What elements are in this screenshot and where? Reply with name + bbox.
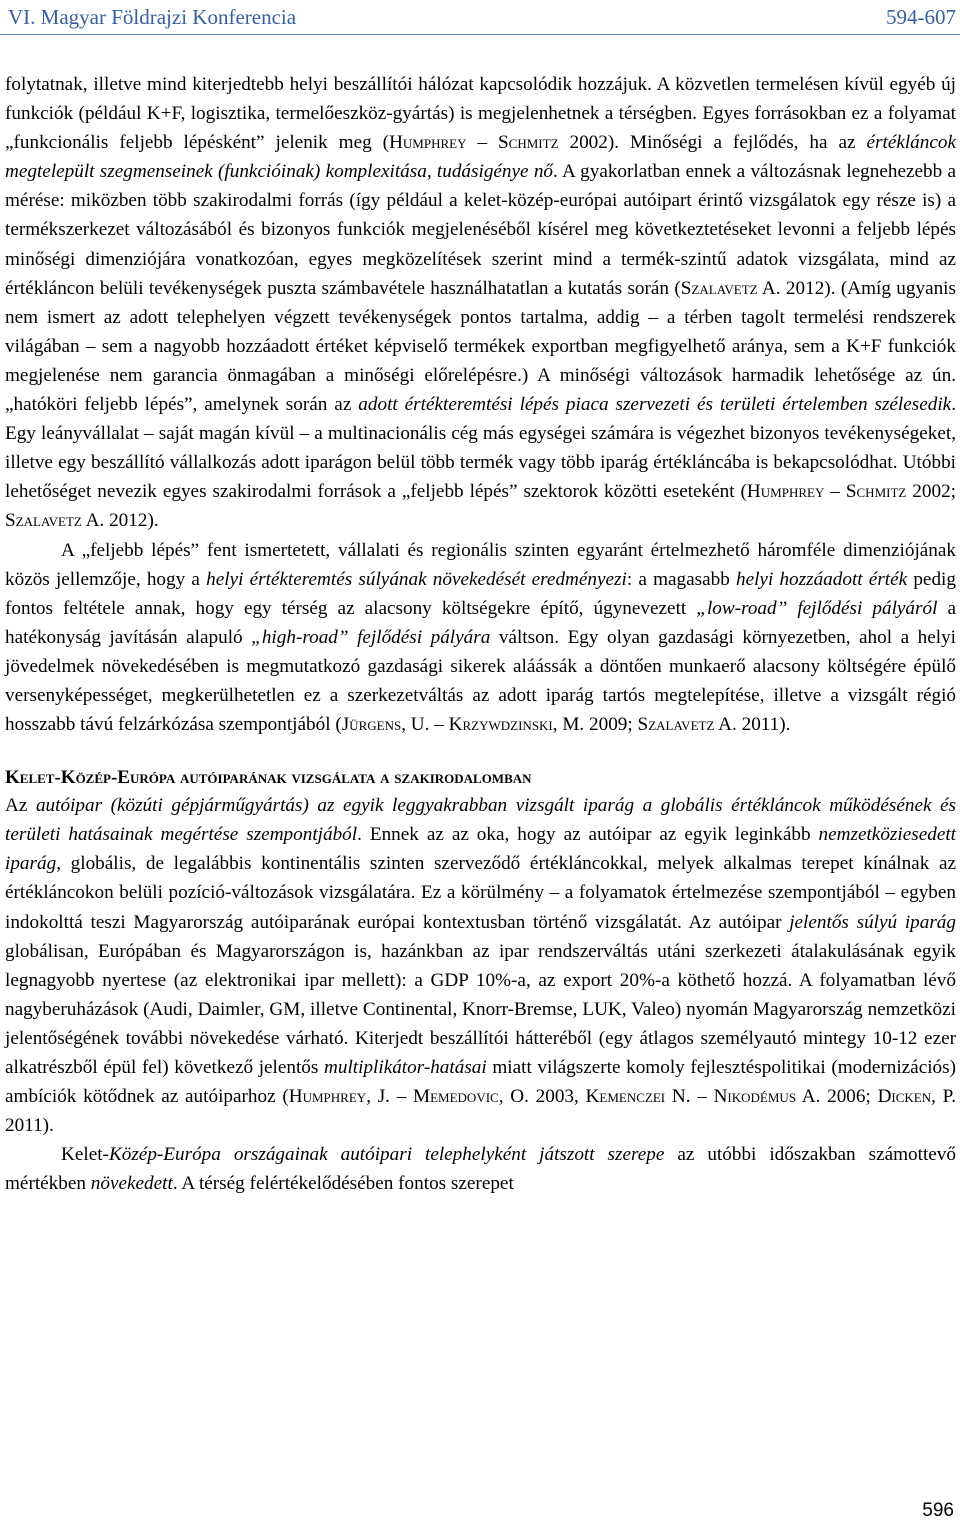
paragraph-2 [5,536,956,740]
author-name: Szalavetz [637,714,715,736]
emphasis: adott értékteremtési lépés piaca szervezeti és területi értelemben szélesedik [358,394,952,416]
section-heading: Kelet-Közép-Európa autóiparának vizsgálata a szakirodalomban [5,767,532,789]
text: N. – [665,1086,714,1108]
text: az utóbbi időszakban számottevő mértékben [5,1144,956,1195]
text: , globális, de legalábbis kontinentális szinten szerveződő értékláncokkal, melyek alkalmas terepet kínálnak az értékláncokon belüli pozíció-változások vizsgálatára. Ez a körülmény – a folyamatok értelmezése szempontjából – egyben indokolttá teszi Magyarország autóiparának európai kontextusban történő vizsgálatát. Az autóipar [5,853,956,933]
text: , O. 2003, [498,1086,586,1108]
author-name: Krzywdzinski [448,714,553,736]
conference-title: VI. Magyar Földrajzi Konferencia [8,5,297,29]
text: miatt világszerte komoly fejlesztéspolitikai (modernizációs) ambíciók kötődnek az autóiparhoz ( [5,1057,956,1108]
author-name: Szalavetz [5,510,82,532]
text: A. 2012). [81,510,159,532]
text: A. 2006; [796,1086,878,1108]
emphasis: helyi hozzáadott érték [735,568,908,590]
text: . Egy leányvállalat – saját magán kívül – a multinacionális cég más egységei számára is végezhet bizonyos tevékenységeket, illetve egy beszállító vállalkozás adott iparágon belül több termék vagy több iparág értékláncába is bekapcsolódhat. Utóbbi lehetőséget nevezik egyes szakirodalmi források a „feljebb lépés” szektorok közötti eseteként ( [5,394,956,503]
emphasis: autóipar (közúti gépjárműgyártás) az egyik leggyakrabban vizsgált iparág a globális értékláncok működésének és területi hatásainak megértése szempontjából [5,795,957,846]
author-name: Schmitz [498,132,559,154]
author-name: Schmitz [845,481,907,503]
emphasis: „low-road” fejlődési pályáról [696,597,938,619]
author-name: Humphrey [746,481,825,503]
emphasis: Közép-Európa országainak autóipari telephelyként játszott szerepe [108,1144,665,1166]
emphasis: növekedett [90,1173,173,1195]
text: 2002; [906,481,957,503]
emphasis: „high-road” fejlődési pályára [251,626,491,648]
author-name: Kemenczei [585,1086,666,1108]
text: globálisan, Európában és Magyarországon is, hazánkban az ipar rendszerváltás utáni szerkezeti átalakulásának egyik legnagyobb nyertese (az elektronikai ipar mellett): a GDP 10%-a, az export 20%-a köthető hozzá. A folyamatban lévő nagyberuházások (Audi, Daimler, GM, illetve Continental, Knorr-Bremse, LUK, Valeo) nyomán Magyarország nemzetközi jelentőségének további növekedése várható. Kiterjedt beszállítói hátteréből (egy átlagos személyautó mintegy 10-12 ezer alkatrészből épül fel) következő jelentős [5,940,956,1078]
emphasis: helyi értékteremtés súlyának növekedését eredményezi [206,568,627,590]
paragraph-4 [5,1140,956,1198]
text: – [824,481,846,503]
text: folytatnak, illetve mind kiterjedtebb helyi beszállítói hálózat kapcsolódik hozzájuk. A közvetlen termelésen kívül egyéb új funkciók (például K+F, logisztika, termelőeszköz-gyártás) is megjelenhetnek a térségben. Egyes forrásokban ez a folyamat „funkcionális feljebb lépésként” jelenik meg ( [5,74,956,154]
emphasis: értékláncok megtelepült szegmenseinek (funkcióinak) komplexitása, tudásigénye nő [5,132,956,183]
text: , U. – [401,714,449,736]
text: a hatékonyság javításán alapuló [5,597,956,648]
text: Az [5,795,36,817]
author-name: Nikodémus [713,1086,797,1108]
text: . Ennek az az oka, hogy az autóipar az egyik leginkább [357,824,819,846]
author-name: Szalavetz [680,277,758,299]
text: 2002). Minőségi a fejlődés, ha az [558,132,867,154]
paragraph-3 [5,791,956,1140]
text: Kelet- [61,1144,109,1166]
paragraph-1 [5,70,956,536]
text: A. 2012). (Amíg ugyanis nem ismert az adott telephelyen végzett tevékenységek pontos tartalma, addig – a térben tagolt termelési rendszerek világában – sem a nagyobb hozzáadott értéket képviselő termékek exportban megfigyelhető aránya, sem a K+F funkciók megjelenése nem garancia önmagában a minőségi előrelépésre.) A minőségi változások harmadik lehetősége az ún. „hatóköri feljebb lépés”, amelynek során az [5,277,956,416]
text: , J. – [366,1086,414,1108]
page-header [0,0,960,35]
text: : a magasabb [626,568,736,590]
author-name: Humphrey [288,1086,367,1108]
author-name: Humphrey [389,132,467,154]
author-name: Memedovic [413,1086,499,1108]
author-name: Dicken [877,1086,932,1108]
page-number: 596 [922,1500,954,1521]
text: – [466,132,499,154]
text: pedig fontos feltétele annak, hogy egy térség az alacsony költségekre építő, úgynevezett [5,568,956,619]
text: . A gyakorlatban ennek a változásnak legnehezebb a mérése: miközben több szakirodalmi forrás (így például a kelet-közép-európai autóipart érintő vizsgálatok egy része is) a termékszerkezet változásából és bizonyos funkciók megjelenéséből kísérel meg következtetéseket levonni a feljebb lépés minőségi dimenziójára vonatkozóan, egyes megközelítések szerint mind a termék-szintű adatok vizsgálata, mind az értékláncon belüli tevékenységek puszta számbavétele használhatatlan a kutatás során ( [5,161,956,299]
author-name: Jürgens [341,714,402,736]
article-body [5,70,956,1198]
emphasis: jelentős súlyú iparág [789,911,956,933]
text: A „feljebb lépés” fent ismertetett, vállalati és regionális szinten egyaránt értelmezhető háromféle dimenziójának közös jellemzője, hogy a [5,539,956,590]
text: , M. 2009; [552,714,638,736]
text: váltson. Egy olyan gazdasági környezetben, ahol a helyi jövedelmek növekedésében is megmutatkozó gazdasági sikerek aláássák a döntően munkaerő alacsony költségére épülő versenyképességet, megkerülhetetlen ez a szerkezetváltás az adott iparág tartós megtelepítése, illetve a vizsgált régió hosszabb távú felzárkózása szempontjából ( [5,626,956,736]
page-range: 594-607 [886,5,956,29]
text: A. 2011). [714,714,791,736]
text: , P. 2011). [5,1086,957,1137]
text: . A térség felértékelődésében fontos szerepet [172,1173,514,1195]
emphasis: nemzetköziesedett iparág [5,824,956,875]
emphasis: multiplikátor-hatásai [324,1057,487,1078]
